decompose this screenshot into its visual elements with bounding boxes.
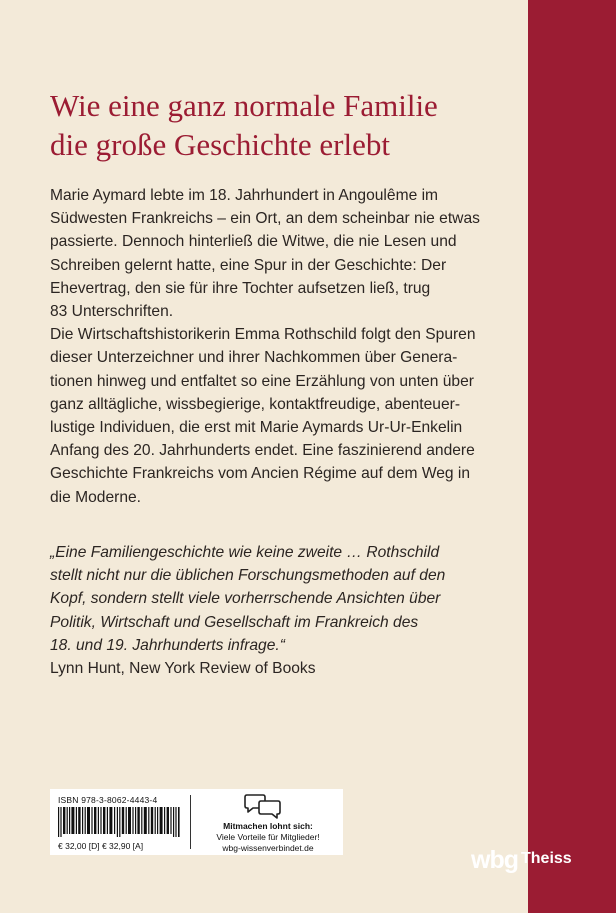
- description-line: Schreiben gelernt hatte, eine Spur in der Geschichte: Der: [50, 256, 447, 274]
- description-line: Südwesten Frankreichs – ein Ort, an dem scheinbar nie etwas: [50, 210, 480, 228]
- divider: [190, 795, 191, 849]
- barcode: [58, 807, 180, 837]
- description-line: tionen hinweg und entfaltet so eine Erzählung von unten über: [50, 372, 474, 390]
- description-line: Ehevertrag, den sie für ihre Tochter aufsetzen ließ, trug: [50, 279, 431, 297]
- quote-source: Lynn Hunt, New York Review of Books: [50, 660, 316, 678]
- headline: [50, 86, 520, 164]
- quote-line: Kopf, sondern stellt viele vorherrschende Ansichten über: [50, 590, 441, 608]
- price-label: € 32,00 [D] € 32,90 [A]: [58, 841, 144, 851]
- membership-promo: [193, 821, 343, 854]
- quote-line: stellt nicht nur die üblichen Forschungsmethoden auf den: [50, 567, 446, 585]
- description: [50, 184, 500, 509]
- description-line: 83 Unterschriften.: [50, 303, 174, 321]
- isbn-label: ISBN 978-3-8062-4443-4: [58, 795, 158, 805]
- headline-line: die große Geschichte erlebt: [50, 127, 390, 162]
- description-line: Geschichte Frankreichs vom Ancien Régime auf dem Weg in: [50, 465, 471, 483]
- quote-line: 18. und 19. Jahrhunderts infrage.“: [50, 636, 285, 654]
- review-quote: [50, 541, 500, 680]
- description-line: dieser Unterzeichner und ihrer Nachkommen über Genera-: [50, 349, 458, 367]
- description-line: ganz alltägliche, wissbegierige, kontaktfreudige, abenteuer-: [50, 395, 461, 413]
- spine-band: [528, 0, 616, 913]
- description-line: lustige Individuen, die erst mit Marie Aymards Ur-Ur-Enkelin: [50, 419, 463, 437]
- description-line: passierte. Dennoch hinterließ die Witwe, die nie Lesen und: [50, 233, 457, 251]
- chat-bubbles-icon: [242, 793, 284, 821]
- wbg-logo-text: wbg: [471, 846, 518, 874]
- imprint-logo-text: Theiss: [521, 850, 572, 867]
- description-line: die Moderne.: [50, 488, 142, 506]
- headline-line: Wie eine ganz normale Familie: [50, 88, 438, 123]
- isbn-info-box: [50, 789, 343, 855]
- description-line: Die Wirtschaftshistorikerin Emma Rothschild folgt den Spuren: [50, 326, 476, 344]
- promo-title: Mitmachen lohnt sich:: [223, 821, 313, 831]
- promo-url[interactable]: wbg-wissenverbindet.de: [222, 843, 314, 853]
- quote-line: Politik, Wirtschaft und Gesellschaft im Frankreich des: [50, 613, 419, 631]
- quote-line: „Eine Familiengeschichte wie keine zweite … Rothschild: [50, 544, 440, 561]
- promo-text: Viele Vorteile für Mitglieder!: [216, 832, 320, 842]
- description-line: Anfang des 20. Jahrhunderts endet. Eine faszinierend andere: [50, 442, 475, 460]
- description-line: Marie Aymard lebte im 18. Jahrhundert in Angoulême im: [50, 187, 439, 204]
- publisher-logo: [471, 846, 572, 875]
